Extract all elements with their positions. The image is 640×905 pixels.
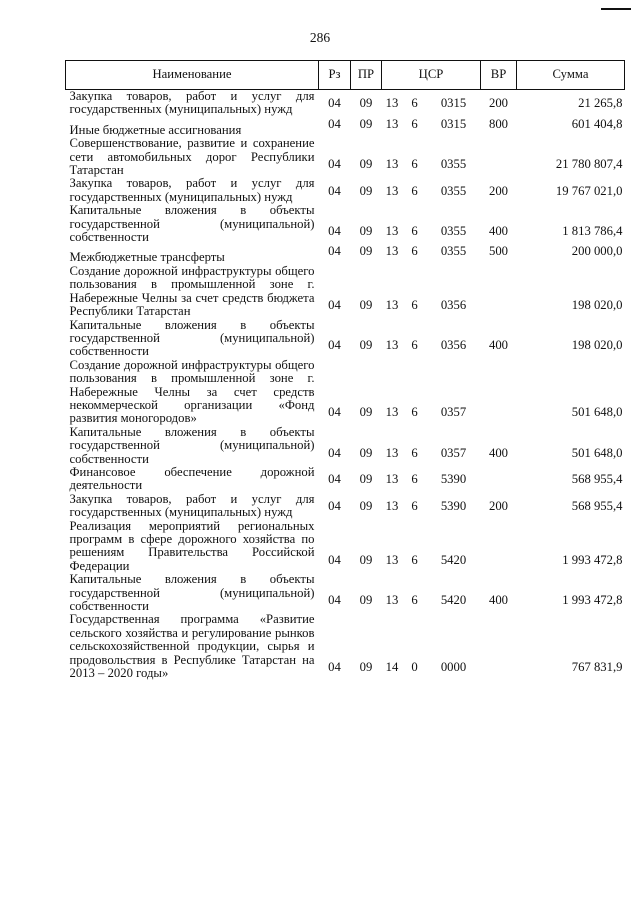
row-csr-item: 0355 xyxy=(440,224,467,239)
table-row xyxy=(66,613,625,680)
row-sum: 21 265,8 xyxy=(578,96,623,111)
row-pr: 09 xyxy=(359,116,373,131)
row-csr-item: 5390 xyxy=(440,472,467,487)
row-csr-subprogram: 6 xyxy=(411,96,418,111)
table-row xyxy=(66,265,625,319)
row-sum: 601 404,8 xyxy=(571,116,623,131)
row-csr-program: 13 xyxy=(385,96,399,111)
row-csr-program: 13 xyxy=(385,157,399,172)
row-rz: 04 xyxy=(328,244,341,259)
row-rz: 04 xyxy=(328,405,341,420)
row-csr-subprogram: 6 xyxy=(411,338,418,353)
header-name: Наименование xyxy=(66,61,319,90)
table-row xyxy=(66,90,625,117)
row-pr: 09 xyxy=(359,224,373,239)
row-rz: 04 xyxy=(328,593,341,608)
row-csr-subprogram: 6 xyxy=(411,298,418,313)
row-rz: 04 xyxy=(328,157,341,172)
row-csr-program: 13 xyxy=(385,244,399,259)
row-csr-subprogram: 6 xyxy=(411,593,418,608)
row-sum: 1 813 786,4 xyxy=(562,224,623,239)
row-csr-item: 0355 xyxy=(440,244,467,259)
row-vr: 400 xyxy=(488,338,509,353)
row-vr xyxy=(481,466,517,493)
row-csr-subprogram: 6 xyxy=(411,472,418,487)
table-row xyxy=(66,244,625,264)
row-csr-program: 13 xyxy=(385,552,399,567)
row-pr: 09 xyxy=(359,183,373,198)
row-name: Создание дорожной инфраструктуры общего пользования в промышленной зоне г. Набережные Челны за счет средств бюджета Республики Татарстан xyxy=(69,263,315,319)
row-sum: 198 020,0 xyxy=(571,298,623,313)
row-pr: 09 xyxy=(359,244,373,259)
row-sum: 568 955,4 xyxy=(571,499,623,514)
row-name: Капитальные вложения в объекты государственной (муниципальной) собственности xyxy=(69,424,315,466)
row-sum: 501 648,0 xyxy=(571,445,623,460)
row-pr: 09 xyxy=(359,499,373,514)
row-csr-item: 0356 xyxy=(440,338,467,353)
table-row xyxy=(66,117,625,137)
row-sum: 198 020,0 xyxy=(571,338,623,353)
row-csr-program: 14 xyxy=(385,660,399,675)
row-name: Капитальные вложения в объекты государственной (муниципальной) собственности xyxy=(69,317,315,359)
row-vr: 400 xyxy=(488,593,509,608)
row-vr xyxy=(481,359,517,426)
row-vr: 200 xyxy=(488,96,509,111)
row-rz: 04 xyxy=(328,552,341,567)
row-csr-subprogram: 6 xyxy=(411,183,418,198)
row-sum: 501 648,0 xyxy=(571,405,623,420)
row-rz: 04 xyxy=(328,472,341,487)
row-pr: 09 xyxy=(359,298,373,313)
table-row xyxy=(66,520,625,574)
row-csr-item: 5420 xyxy=(440,552,467,567)
row-rz: 04 xyxy=(328,116,341,131)
row-vr: 400 xyxy=(488,445,509,460)
row-name: Закупка товаров, работ и услуг для государственных (муниципальных) нужд xyxy=(69,89,315,117)
row-name: Закупка товаров, работ и услуг для государственных (муниципальных) нужд xyxy=(69,491,315,520)
row-csr-subprogram: 6 xyxy=(411,157,418,172)
row-csr-subprogram: 6 xyxy=(411,405,418,420)
row-sum: 568 955,4 xyxy=(571,472,623,487)
row-vr xyxy=(481,613,517,680)
header-rz: Рз xyxy=(319,61,351,90)
table-row xyxy=(66,137,625,177)
row-rz: 04 xyxy=(328,96,341,111)
budget-table xyxy=(65,60,625,680)
row-sum: 767 831,9 xyxy=(571,660,623,675)
row-csr-subprogram: 6 xyxy=(411,499,418,514)
table-row xyxy=(66,359,625,426)
header-sum: Сумма xyxy=(517,61,625,90)
row-pr: 09 xyxy=(359,660,373,675)
row-vr: 400 xyxy=(488,224,509,239)
row-csr-program: 13 xyxy=(385,445,399,460)
row-vr xyxy=(481,265,517,319)
page-number: 286 xyxy=(309,30,331,45)
row-csr-subprogram: 6 xyxy=(411,445,418,460)
row-csr-subprogram: 6 xyxy=(411,224,418,239)
row-rz: 04 xyxy=(328,183,341,198)
row-name: Финансовое обеспечение дорожной деятельности xyxy=(69,464,315,493)
row-csr-subprogram: 0 xyxy=(411,660,418,675)
row-csr-program: 13 xyxy=(385,499,399,514)
row-csr-program: 13 xyxy=(385,298,399,313)
row-csr-program: 13 xyxy=(385,183,399,198)
row-csr-program: 13 xyxy=(385,338,399,353)
row-csr-item: 0355 xyxy=(440,157,467,172)
row-rz: 04 xyxy=(328,445,341,460)
row-sum: 19 767 021,0 xyxy=(555,183,623,198)
row-rz: 04 xyxy=(328,338,341,353)
row-sum: 200 000,0 xyxy=(571,244,623,259)
row-rz: 04 xyxy=(328,660,341,675)
row-csr-program: 13 xyxy=(385,116,399,131)
row-name: Создание дорожной инфраструктуры общего пользования в промышленной зоне г. Набережные Челны за счет средств некоммерческой организации «Фонд развития моногородов» xyxy=(69,357,315,426)
row-pr: 09 xyxy=(359,593,373,608)
table-row xyxy=(66,573,625,613)
row-csr-item: 0356 xyxy=(440,298,467,313)
row-name: Межбюджетные трансферты xyxy=(69,250,225,265)
row-csr-program: 13 xyxy=(385,224,399,239)
row-pr: 09 xyxy=(359,96,373,111)
row-vr: 800 xyxy=(488,116,509,131)
row-csr-item: 0357 xyxy=(440,405,467,420)
row-csr-item: 0357 xyxy=(440,445,467,460)
row-csr-subprogram: 6 xyxy=(411,552,418,567)
row-name: Закупка товаров, работ и услуг для государственных (муниципальных) нужд xyxy=(69,176,315,204)
row-pr: 09 xyxy=(359,445,373,460)
row-pr: 09 xyxy=(359,338,373,353)
row-name: Реализация мероприятий региональных программ в сфере дорожного хозяйства по решениям Правительства Российской Федерации xyxy=(69,518,315,573)
row-sum: 1 993 472,8 xyxy=(562,552,623,567)
row-name: Совершенствование, развитие и сохранение сети автомобильных дорог Республики Татарстан xyxy=(69,136,315,178)
row-pr: 09 xyxy=(359,472,373,487)
table-row xyxy=(66,466,625,493)
row-name: Капитальные вложения в объекты государственной (муниципальной) собственности xyxy=(69,572,315,614)
row-csr-subprogram: 6 xyxy=(411,244,418,259)
row-csr-subprogram: 6 xyxy=(411,116,418,131)
row-csr-item: 5390 xyxy=(440,499,467,514)
table-row xyxy=(66,493,625,520)
table-row xyxy=(66,426,625,466)
top-rule xyxy=(601,8,631,10)
table-row xyxy=(66,204,625,244)
row-vr xyxy=(481,520,517,574)
row-sum: 1 993 472,8 xyxy=(562,593,623,608)
row-csr-program: 13 xyxy=(385,593,399,608)
table-row xyxy=(66,177,625,204)
row-vr: 500 xyxy=(488,244,509,259)
row-csr-item: 0315 xyxy=(440,116,467,131)
row-csr-item: 0315 xyxy=(440,96,467,111)
table-row xyxy=(66,319,625,359)
row-sum: 21 780 807,4 xyxy=(555,157,623,172)
row-csr-program: 13 xyxy=(385,472,399,487)
row-csr-program: 13 xyxy=(385,405,399,420)
row-csr-item: 0355 xyxy=(440,183,467,198)
row-rz: 04 xyxy=(328,499,341,514)
row-vr: 200 xyxy=(488,499,509,514)
row-rz: 04 xyxy=(328,298,341,313)
row-name: Иные бюджетные ассигнования xyxy=(69,122,242,137)
row-csr-item: 5420 xyxy=(440,593,467,608)
table-header xyxy=(66,61,625,90)
row-vr xyxy=(481,137,517,177)
header-vr: ВР xyxy=(481,61,517,90)
row-pr: 09 xyxy=(359,405,373,420)
header-csr: ЦСР xyxy=(382,61,481,90)
row-name: Государственная программа «Развитие сельского хозяйства и регулирование рынков сельскохозяйственной продукции, сырья и продовольствия в Республике Татарстан на 2013 – 2020 годы» xyxy=(69,612,315,681)
table-body xyxy=(66,90,625,681)
header-pr: ПР xyxy=(351,61,382,90)
row-rz: 04 xyxy=(328,224,341,239)
row-vr: 200 xyxy=(488,183,509,198)
row-pr: 09 xyxy=(359,552,373,567)
row-name: Капитальные вложения в объекты государственной (муниципальной) собственности xyxy=(69,203,315,245)
row-csr-item: 0000 xyxy=(440,660,467,675)
row-pr: 09 xyxy=(359,157,373,172)
